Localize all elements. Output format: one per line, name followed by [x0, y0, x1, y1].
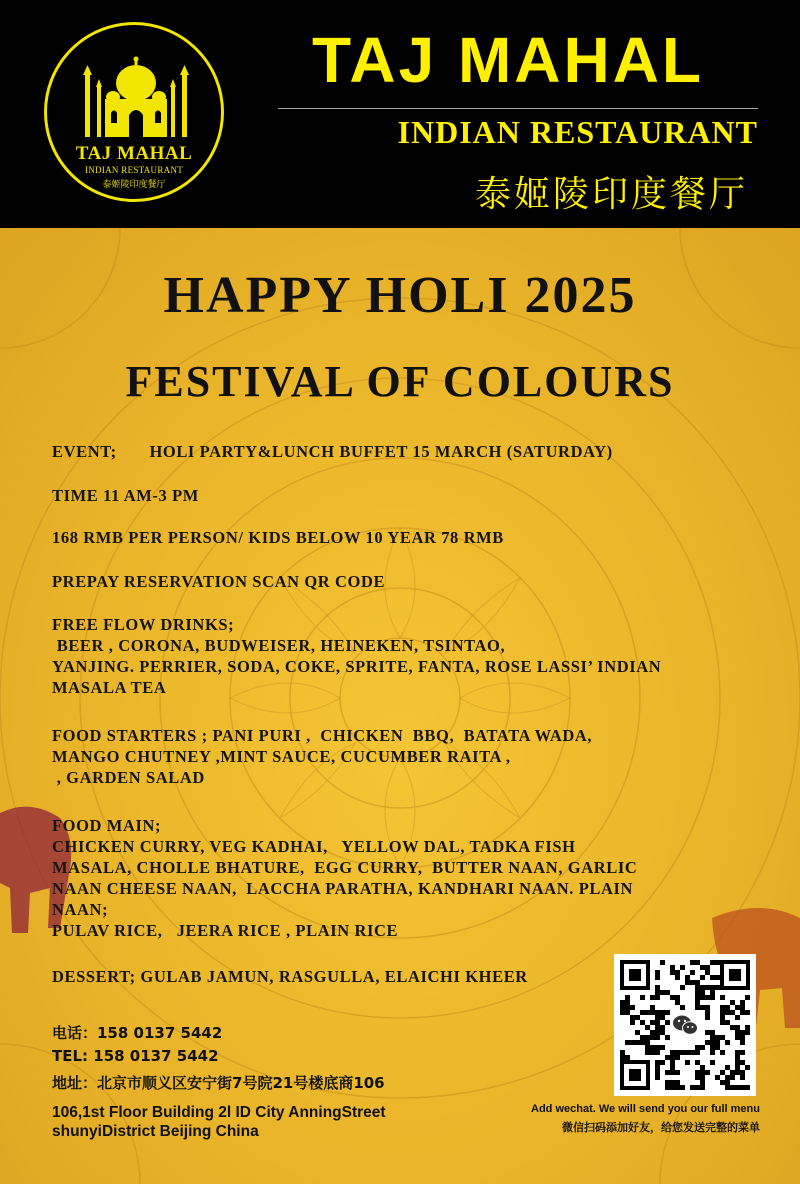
- phone-en: TEL: 158 0137 5442: [52, 1047, 219, 1065]
- brand-chinese-name: 泰姬陵印度餐厅: [474, 174, 748, 215]
- brand-divider: [278, 108, 758, 109]
- headline-festival: FESTIVAL OF COLOURS: [125, 357, 675, 406]
- address-cn: 地址：北京市顺义区安宁街7号院21号楼底商106: [52, 1074, 385, 1092]
- starters-section: [52, 725, 772, 788]
- qr-caption-en: Add wechat. We will send you our full menu: [531, 1103, 760, 1115]
- contact-block: [52, 1022, 385, 1095]
- header-bar: [0, 0, 800, 228]
- time-line: TIME 11 AM-3 PM: [52, 486, 199, 505]
- drinks-line: YANJING. PERRIER, SODA, COKE, SPRITE, FANTA, ROSE LASSI’ INDIAN: [52, 657, 662, 676]
- taj-mahal-icon: [81, 53, 191, 143]
- logo-subtitle: INDIAN RESTAURANT: [84, 165, 184, 175]
- drinks-line: BEER , CORONA, BUDWEISER, HEINEKEN, TSINTAO,: [52, 636, 506, 655]
- prepay-line: PREPAY RESERVATION SCAN QR CODE: [52, 572, 386, 591]
- wechat-qr-code[interactable]: [614, 954, 756, 1096]
- restaurant-logo: [44, 22, 224, 202]
- qr-caption-cn: 微信扫码添加好友，给您发送完整的菜单: [562, 1121, 760, 1134]
- poster-body: [0, 228, 800, 1184]
- phone-cn: 电话：158 0137 5442: [52, 1024, 223, 1042]
- address-en: [52, 1103, 386, 1141]
- event-value: HOLI PARTY&LUNCH BUFFET 15 MARCH (SATURDAY): [149, 442, 613, 461]
- mains-line: NAAN;: [52, 900, 109, 919]
- event-line: [52, 441, 772, 462]
- headline-happy-holi: HAPPY HOLI 2025: [163, 267, 637, 324]
- brand-subtitle: INDIAN RESTAURANT: [397, 114, 758, 150]
- address-en-line: 106,1st Floor Building 2l ID City AnningStreet: [52, 1104, 386, 1121]
- starters-line: FOOD STARTERS ; PANI PURI , CHICKEN BBQ, BATATA WADA,: [52, 726, 593, 745]
- mains-line: PULAV RICE, JEERA RICE , PLAIN RICE: [52, 921, 399, 940]
- drinks-section: [52, 614, 772, 698]
- mains-heading: FOOD MAIN;: [52, 816, 162, 835]
- brand-title: TAJ MAHAL: [312, 24, 704, 96]
- price-line: 168 RMB PER PERSON/ KIDS BELOW 10 YEAR 78 RMB: [52, 528, 504, 547]
- mains-section: [52, 815, 772, 941]
- event-label: EVENT;: [52, 442, 117, 461]
- starters-line: , GARDEN SALAD: [52, 768, 205, 787]
- drinks-heading: FREE FLOW DRINKS;: [52, 615, 235, 634]
- mains-line: CHICKEN CURRY, VEG KADHAI, YELLOW DAL, TADKA FISH: [52, 837, 576, 856]
- logo-name: TAJ MAHAL: [75, 143, 193, 164]
- drinks-line: MASALA TEA: [52, 678, 167, 697]
- dessert-line: DESSERT; GULAB JAMUN, RASGULLA, ELAICHI KHEER: [52, 967, 528, 986]
- logo-chinese-name: 泰姬陵印度餐厅: [102, 180, 166, 190]
- mains-line: MASALA, CHOLLE BHATURE, EGG CURRY, BUTTER NAAN, GARLIC: [52, 858, 638, 877]
- qr-pattern: [620, 960, 750, 1090]
- address-en-line: shunyiDistrict Beijing China: [52, 1123, 259, 1140]
- starters-line: MANGO CHUTNEY ,MINT SAUCE, CUCUMBER RAITA ,: [52, 747, 511, 766]
- mains-line: NAAN CHEESE NAAN, LACCHA PARATHA, KANDHARI NAAN. PLAIN: [52, 879, 634, 898]
